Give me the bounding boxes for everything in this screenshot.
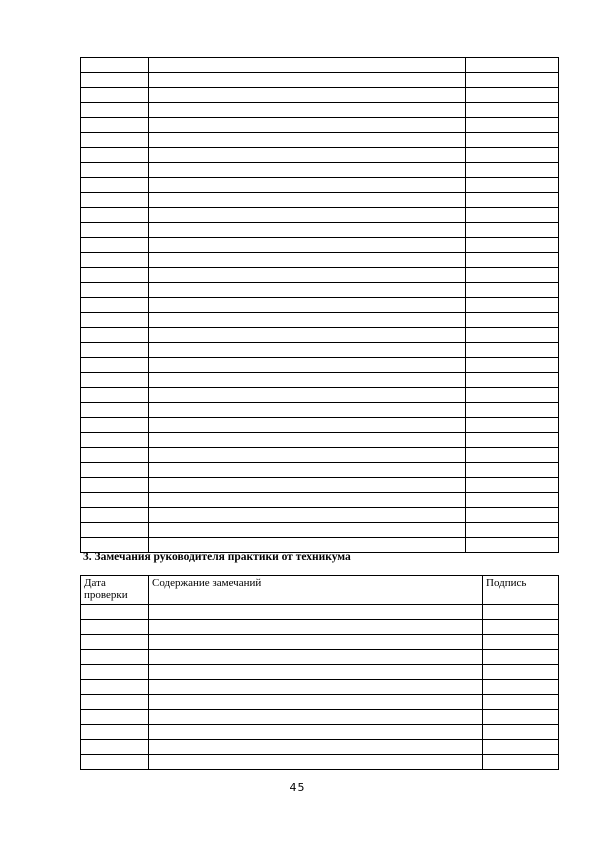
table-cell: [466, 328, 559, 343]
table-cell: [81, 163, 149, 178]
table-cell: [466, 538, 559, 553]
table-cell: [81, 448, 149, 463]
table-cell: [81, 133, 149, 148]
table-cell: [466, 358, 559, 373]
table-cell: [81, 605, 149, 620]
remarks-table: [80, 575, 559, 770]
column-header-remarks: Содержание замечаний: [149, 576, 483, 605]
table-cell: [466, 133, 559, 148]
table-cell: [81, 373, 149, 388]
table-cell: [81, 710, 149, 725]
table-cell: [149, 523, 466, 538]
table-cell: [81, 493, 149, 508]
table-cell: [81, 313, 149, 328]
table-cell: [466, 148, 559, 163]
table-cell: [466, 523, 559, 538]
table-cell: [81, 725, 149, 740]
table-cell: [149, 223, 466, 238]
table-cell: [81, 418, 149, 433]
table-cell: [81, 253, 149, 268]
table-row: [81, 508, 559, 523]
table-cell: [466, 118, 559, 133]
table-cell: [149, 268, 466, 283]
table-cell: [149, 118, 466, 133]
table-cell: [483, 605, 559, 620]
table-row: [81, 58, 559, 73]
remarks-table-header-row: [81, 576, 559, 605]
table-cell: [81, 328, 149, 343]
table-cell: [81, 635, 149, 650]
table-cell: [81, 238, 149, 253]
table-row: [81, 238, 559, 253]
table-cell: [81, 650, 149, 665]
table-cell: [466, 253, 559, 268]
table-row: [81, 268, 559, 283]
table-row: [81, 418, 559, 433]
table-cell: [466, 73, 559, 88]
table-cell: [81, 403, 149, 418]
table-row: [81, 178, 559, 193]
table-cell: [149, 695, 483, 710]
table-cell: [466, 493, 559, 508]
table-cell: [466, 478, 559, 493]
table-cell: [149, 463, 466, 478]
table-row: [81, 253, 559, 268]
table-cell: [149, 343, 466, 358]
table-cell: [483, 740, 559, 755]
table-row: [81, 223, 559, 238]
table-cell: [149, 680, 483, 695]
table-cell: [466, 403, 559, 418]
table-cell: [149, 478, 466, 493]
table-cell: [149, 373, 466, 388]
table-row: [81, 208, 559, 223]
table-cell: [149, 163, 466, 178]
table-cell: [81, 478, 149, 493]
table-cell: [466, 448, 559, 463]
table-cell: [149, 508, 466, 523]
table-cell: [149, 148, 466, 163]
table-cell: [466, 268, 559, 283]
table-row: [81, 605, 559, 620]
table-cell: [81, 755, 149, 770]
table-row: [81, 298, 559, 313]
table-row: [81, 403, 559, 418]
table-row: [81, 433, 559, 448]
table-cell: [149, 298, 466, 313]
table-row: [81, 523, 559, 538]
table-row: [81, 103, 559, 118]
table-row: [81, 88, 559, 103]
table-cell: [149, 620, 483, 635]
table-cell: [149, 208, 466, 223]
table-cell: [483, 695, 559, 710]
table-cell: [81, 665, 149, 680]
table-cell: [466, 223, 559, 238]
column-header-signature: Подпись: [483, 576, 559, 605]
table-cell: [81, 268, 149, 283]
table-row: [81, 665, 559, 680]
table-cell: [81, 178, 149, 193]
table-cell: [81, 508, 149, 523]
table-cell: [81, 148, 149, 163]
table-cell: [81, 118, 149, 133]
table-cell: [483, 725, 559, 740]
page-number: 45: [289, 781, 306, 794]
table-cell: [81, 680, 149, 695]
table-cell: [466, 298, 559, 313]
table-row: [81, 635, 559, 650]
table-cell: [466, 343, 559, 358]
column-header-date: Дата проверки: [81, 576, 149, 605]
remarks-table-body: [81, 605, 559, 770]
table-row: [81, 448, 559, 463]
table-cell: [81, 740, 149, 755]
table-row: [81, 710, 559, 725]
table-cell: [149, 665, 483, 680]
table-cell: [483, 680, 559, 695]
table-row: [81, 373, 559, 388]
table-row: [81, 478, 559, 493]
table-cell: [149, 358, 466, 373]
table-cell: [149, 635, 483, 650]
table-row: [81, 313, 559, 328]
table-row: [81, 388, 559, 403]
table-cell: [149, 58, 466, 73]
table-cell: [81, 620, 149, 635]
practice-log-table-body: [81, 58, 559, 553]
table-cell: [81, 283, 149, 298]
remarks-section-heading: 3. Замечания руководителя практики от техникума: [83, 551, 351, 563]
table-cell: [149, 103, 466, 118]
table-cell: [81, 343, 149, 358]
table-cell: [149, 88, 466, 103]
table-cell: [81, 58, 149, 73]
table-cell: [149, 73, 466, 88]
table-cell: [149, 448, 466, 463]
table-cell: [466, 58, 559, 73]
table-cell: [81, 73, 149, 88]
table-cell: [466, 238, 559, 253]
table-cell: [81, 433, 149, 448]
table-cell: [466, 283, 559, 298]
table-cell: [81, 298, 149, 313]
table-cell: [466, 418, 559, 433]
table-cell: [81, 523, 149, 538]
table-cell: [466, 103, 559, 118]
table-cell: [149, 418, 466, 433]
table-cell: [466, 388, 559, 403]
table-row: [81, 695, 559, 710]
table-row: [81, 133, 559, 148]
table-row: [81, 148, 559, 163]
table-cell: [149, 133, 466, 148]
table-cell: [149, 605, 483, 620]
table-row: [81, 343, 559, 358]
table-cell: [149, 388, 466, 403]
table-cell: [81, 193, 149, 208]
table-cell: [81, 88, 149, 103]
table-row: [81, 755, 559, 770]
table-row: [81, 493, 559, 508]
practice-log-table: [80, 57, 559, 553]
table-cell: [466, 463, 559, 478]
table-row: [81, 620, 559, 635]
table-cell: [81, 103, 149, 118]
table-row: [81, 193, 559, 208]
table-cell: [483, 755, 559, 770]
table-cell: [149, 433, 466, 448]
table-cell: [466, 508, 559, 523]
table-cell: [466, 208, 559, 223]
table-cell: [483, 665, 559, 680]
table-cell: [466, 193, 559, 208]
table-row: [81, 650, 559, 665]
table-cell: [149, 178, 466, 193]
table-cell: [466, 373, 559, 388]
table-cell: [81, 463, 149, 478]
table-cell: [149, 283, 466, 298]
table-row: [81, 163, 559, 178]
table-cell: [149, 328, 466, 343]
table-cell: [81, 358, 149, 373]
table-row: [81, 328, 559, 343]
table-cell: [149, 193, 466, 208]
table-cell: [466, 163, 559, 178]
table-cell: [81, 388, 149, 403]
table-cell: [149, 740, 483, 755]
table-cell: [466, 178, 559, 193]
table-cell: [81, 223, 149, 238]
table-cell: [149, 650, 483, 665]
table-cell: [149, 710, 483, 725]
table-row: [81, 740, 559, 755]
table-cell: [466, 88, 559, 103]
table-row: [81, 680, 559, 695]
table-row: [81, 463, 559, 478]
table-cell: [149, 238, 466, 253]
table-cell: [466, 313, 559, 328]
table-row: [81, 358, 559, 373]
table-cell: [466, 433, 559, 448]
table-cell: [483, 650, 559, 665]
table-cell: [483, 635, 559, 650]
table-cell: [81, 695, 149, 710]
table-row: [81, 118, 559, 133]
table-cell: [483, 710, 559, 725]
table-cell: [81, 208, 149, 223]
table-row: [81, 725, 559, 740]
table-row: [81, 73, 559, 88]
table-cell: [483, 620, 559, 635]
table-cell: [149, 493, 466, 508]
table-cell: [149, 253, 466, 268]
table-cell: [149, 755, 483, 770]
table-cell: [149, 725, 483, 740]
table-cell: [149, 403, 466, 418]
table-row: [81, 283, 559, 298]
table-cell: [149, 313, 466, 328]
